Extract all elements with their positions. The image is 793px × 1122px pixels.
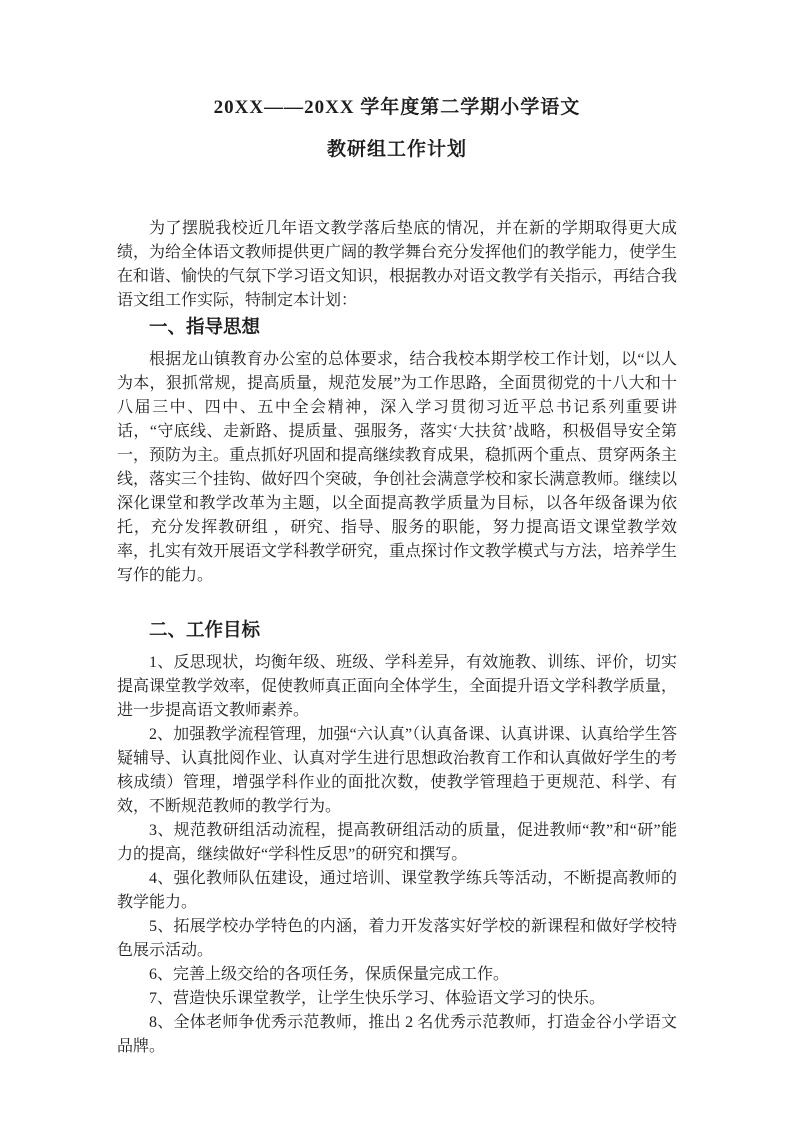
section-2-heading: 二、工作目标 — [149, 621, 261, 641]
document-title-line1: 20XX——20XX 学年度第二学期小学语文 — [213, 97, 581, 118]
document-title-line2: 教研组工作计划 — [326, 139, 467, 160]
work-goal-item-6: 6、完善上级交给的各项任务，保质保量完成工作。 — [149, 966, 510, 983]
work-goal-item-2: 2、加强教学流程管理，加强“六认真”（认真备课、认真讲课、认真给学生答疑辅导、认真批阅作业、认真对学生进行思想政治教育工作和认真做好学生的考核成绩）管理，增强学科作业的面批次数，使教学管理趋于更规范、科学、有效，不断规范教师的教学行为。 — [117, 726, 678, 815]
work-goal-item-8: 8、全体老师争优秀示范教师，推出 2 名优秀示范教师，打造金谷小学语文品牌。 — [117, 1014, 677, 1055]
section-1-paragraph: 根据龙山镇教育办公室的总体要求，结合我校本期学校工作计划，以“以人为本，狠抓常规，提高质量，规范发展”为工作思路，全面贯彻党的十八大和十八届三中、四中、五中全会精神，深入学习贯彻习近平总书记系列重要讲话，“守底线、走新路、提质量、强服务，落实‘大扶贫’战略，积极倡导安全第一，预防为主。重点抓好巩固和提高继续教育成果，稳抓两个重点、贯穿两条主线，落实三个挂钩、做好四个突破，争创社会满意学校和家长满意教师。继续以深化课堂和教学改革为主题，以全面提高教学质量为目标，以各年级备课为依托，充分发挥教研组 ，研究、指导、服务的职能，努力提高语文课堂教学效率，扎实有效开展语文学科教学研究，重点探讨作文教学模式与方法，培养学生写作的能力。 — [117, 351, 678, 584]
work-goal-item-3: 3、规范教研组活动流程，提高教研组活动的质量，促进教师“教”和“研”能力的提高，继续做好“学科性反思”的研究和撰写。 — [117, 822, 677, 863]
intro-paragraph: 为了摆脱我校近几年语文教学落后垫底的情况，并在新的学期取得更大成绩，为给全体语文教师提供更广阔的教学舞台充分发挥他们的教学能力，使学生在和谐、愉快的气氛下学习语文知识，根据教办对语文教学有关指示，再结合我语文组工作实际，特制定本计划： — [117, 220, 678, 309]
section-1-heading: 一、指导思想 — [149, 318, 261, 338]
work-goal-item-5: 5、拓展学校办学特色的内涵，着力开发落实好学校的新课程和做好学校特色展示活动。 — [117, 918, 677, 959]
work-goal-item-1: 1、反思现状，均衡年级、班级、学科差异，有效施教、训练、评价，切实提高课堂教学效率，促使教师真正面向全体学生，全面提升语文学科教学质量，进一步提高语文教师素养。 — [117, 654, 678, 719]
work-goal-item-7: 7、营造快乐课堂教学，让学生快乐学习、体验语文学习的快乐。 — [149, 990, 606, 1007]
work-goal-item-4: 4、强化教师队伍建设，通过培训、课堂教学练兵等活动，不断提高教师的教学能力。 — [117, 870, 677, 911]
